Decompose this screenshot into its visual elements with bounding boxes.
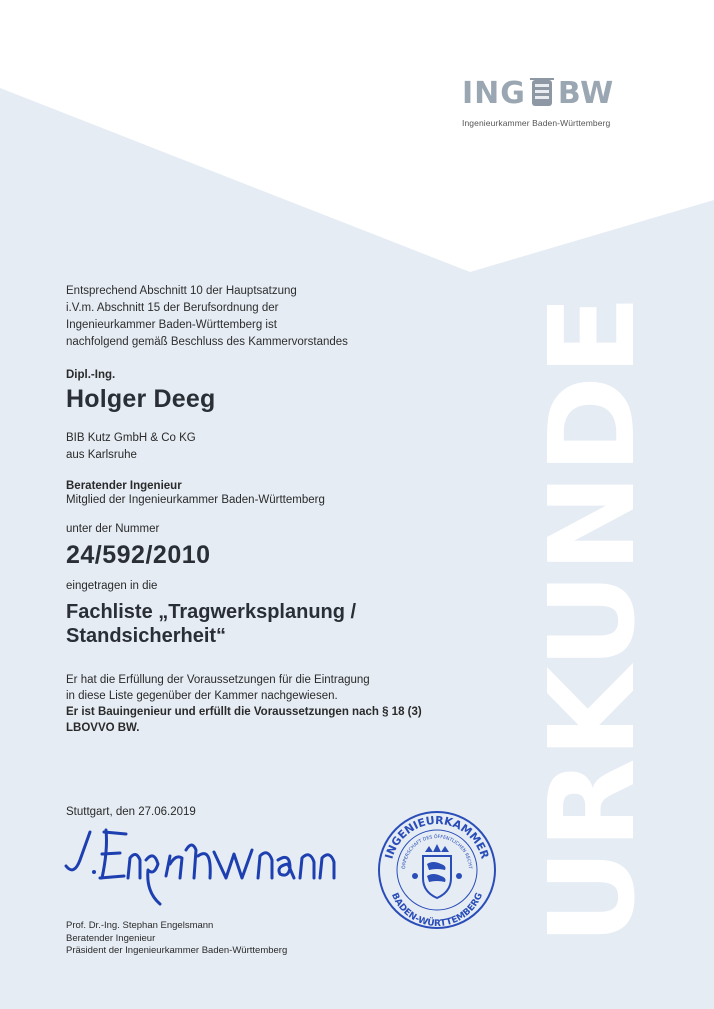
certificate-body	[66, 283, 506, 736]
person-name: Holger Deeg	[66, 385, 216, 413]
signature	[62, 820, 382, 910]
membership-text: Mitglied der Ingenieurkammer Baden-Württemberg	[66, 494, 325, 506]
intro-line: Entsprechend Abschnitt 10 der Hauptsatzung	[66, 285, 297, 297]
official-seal	[375, 808, 500, 933]
company-block	[66, 430, 506, 464]
list-title	[66, 600, 506, 648]
academic-title: Dipl.-Ing.	[66, 369, 116, 381]
intro-text	[66, 283, 506, 351]
ingbw-logo	[462, 74, 642, 128]
seal-crest-icon	[412, 844, 462, 898]
signer-role: Beratender Ingenieur	[66, 932, 156, 944]
member-number: 24/592/2010	[66, 541, 211, 569]
seal-bottom-text: BADEN-WÜRTTEMBERG	[389, 891, 485, 930]
intro-line: i.V.m. Abschnitt 15 der Berufsordnung der	[66, 302, 279, 314]
logo-mark-left: ING	[462, 75, 526, 111]
conditions-text	[66, 672, 506, 736]
company-city: aus Karlsruhe	[66, 449, 137, 461]
seal-inner-text: ÖRPERSCHAFT DES ÖFFENTLICHEN RECHT	[401, 834, 473, 870]
conditions-bold-line: Er ist Bauingenieur und erfüllt die Voraussetzungen nach § 18 (3)	[66, 706, 422, 718]
urkunde-vertical-title	[523, 290, 661, 950]
conditions-line: Er hat die Erfüllung der Voraussetzungen für die Eintragung	[66, 674, 370, 686]
role-title: Beratender Ingenieur	[66, 480, 182, 492]
conditions-line: in diese Liste gegenüber der Kammer nachgewiesen.	[66, 690, 338, 702]
number-label: unter der Nummer	[66, 523, 160, 535]
logo-mark-right: BW	[557, 75, 615, 111]
seal-top-text: INGENIEURKAMMER	[382, 813, 492, 861]
svg-text:KÖRPERSCHAFT DES ÖFFENTLICHEN	[375, 808, 473, 869]
entered-label: eingetragen in die	[66, 580, 158, 592]
list-title-line: Standsicherheit“	[66, 625, 227, 647]
conditions-bold-line: LBOVVO BW.	[66, 722, 140, 734]
intro-line: Ingenieurkammer Baden-Württemberg ist	[66, 319, 277, 331]
signer-name: Prof. Dr.-Ing. Stephan Engelsmann	[66, 920, 214, 931]
logo-subtitle: Ingenieurkammer Baden-Württemberg	[462, 118, 611, 128]
coat-of-arms-icon	[529, 78, 555, 108]
intro-line: nachfolgend gemäß Beschluss des Kammervorstandes	[66, 336, 348, 348]
signer-position: Präsident der Ingenieurkammer Baden-Württemberg	[66, 945, 288, 956]
signer-block	[66, 920, 287, 958]
urkunde-text: URKUNDE	[523, 295, 661, 945]
signature-text: J. Engelsmann	[62, 820, 69, 821]
list-title-line: Fachliste „Tragwerksplanung /	[66, 601, 357, 623]
place-date: Stuttgart, den 27.06.2019	[66, 806, 196, 818]
company-name: BIB Kutz GmbH & Co KG	[66, 432, 196, 444]
